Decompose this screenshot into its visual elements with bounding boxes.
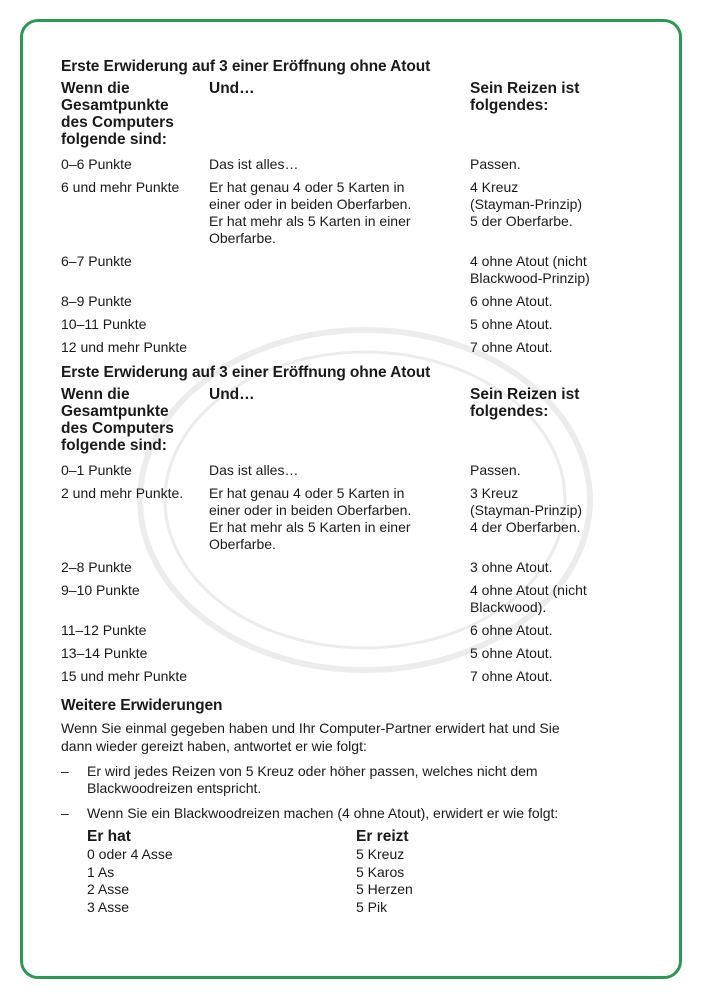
header-line: Wenn die bbox=[61, 386, 130, 403]
table-cell: 5 Pik bbox=[356, 898, 388, 915]
bid-cell bbox=[470, 668, 650, 685]
table-header: Er reizt bbox=[356, 828, 409, 845]
table-row bbox=[61, 156, 651, 173]
condition-line: Er hat mehr als 5 Karten in einer bbox=[209, 213, 411, 229]
section1-col2-header: Und… bbox=[209, 80, 255, 97]
table-row bbox=[61, 253, 651, 287]
bid-line: Blackwood-Prinzip) bbox=[470, 270, 590, 286]
points-cell: 0–1 Punkte bbox=[61, 462, 132, 478]
points-cell: 2–8 Punkte bbox=[61, 559, 132, 575]
bid-line: 7 ohne Atout. bbox=[470, 668, 553, 684]
bid-cell bbox=[470, 645, 650, 662]
points-cell: 10–11 Punkte bbox=[61, 316, 147, 332]
condition-cell bbox=[209, 156, 469, 173]
header-line: des Computers bbox=[61, 114, 174, 131]
dash-marker: – bbox=[61, 763, 69, 779]
intro-line: dann wieder gereizt haben, antwortet er wie folgt: bbox=[61, 738, 367, 754]
points-cell: 6–7 Punkte bbox=[61, 253, 132, 269]
bid-line: Passen. bbox=[470, 156, 521, 172]
table-row bbox=[61, 582, 651, 616]
condition-line: Oberfarbe. bbox=[209, 536, 276, 552]
bullet-item bbox=[61, 805, 651, 822]
condition-cell bbox=[209, 462, 469, 479]
bid-line: 3 Kreuz bbox=[470, 485, 519, 501]
intro-line: Wenn Sie einmal gegeben haben und Ihr Computer-Partner erwidert hat und Sie bbox=[61, 720, 560, 736]
table-row bbox=[61, 462, 651, 479]
bid-column bbox=[356, 828, 556, 916]
section2-col2-header: Und… bbox=[209, 386, 255, 403]
header-line: Sein Reizen ist bbox=[470, 386, 580, 403]
table-cell: 5 Herzen bbox=[356, 881, 413, 897]
bullet-line: Er wird jedes Reizen von 5 Kreuz oder höher passen, welches nicht dem bbox=[87, 763, 538, 779]
bid-cell bbox=[470, 339, 650, 356]
section1-title: Erste Erwiderung auf 3 einer Eröffnung ohne Atout bbox=[61, 58, 431, 75]
points-cell: 9–10 Punkte bbox=[61, 582, 140, 598]
table-cell: 5 Kreuz bbox=[356, 846, 405, 862]
table-row bbox=[61, 668, 651, 685]
table-cell: 3 Asse bbox=[87, 898, 130, 915]
dash-marker: – bbox=[61, 805, 69, 821]
table-row bbox=[61, 645, 651, 662]
table-row bbox=[61, 559, 651, 576]
section3-title: Weitere Erwiderungen bbox=[61, 697, 223, 714]
bid-line: 5 der Oberfarbe. bbox=[470, 213, 573, 229]
table-row bbox=[61, 622, 651, 639]
bullet-item bbox=[61, 763, 651, 797]
bid-cell bbox=[470, 293, 650, 310]
bid-line: Passen. bbox=[470, 462, 521, 478]
table-row bbox=[61, 179, 651, 247]
condition-line: Oberfarbe. bbox=[209, 230, 276, 246]
bid-line: 6 ohne Atout. bbox=[470, 622, 553, 638]
bid-line: (Stayman-Prinzip) bbox=[470, 196, 583, 212]
section2-column-headers bbox=[61, 386, 651, 462]
points-cell: 12 und mehr Punkte bbox=[61, 339, 188, 355]
condition-line: Er hat genau 4 oder 5 Karten in bbox=[209, 179, 405, 195]
header-line: Wenn die bbox=[61, 80, 130, 97]
points-cell: 8–9 Punkte bbox=[61, 293, 132, 309]
points-cell: 6 und mehr Punkte bbox=[61, 179, 180, 195]
bid-cell bbox=[470, 156, 650, 173]
section1-column-headers bbox=[61, 80, 651, 156]
bid-line: 4 der Oberfarben. bbox=[470, 519, 581, 535]
bid-cell bbox=[470, 253, 650, 287]
section2-rows bbox=[61, 462, 651, 685]
document-body bbox=[61, 58, 651, 924]
condition-line: Das ist alles… bbox=[209, 156, 299, 172]
points-cell: 11–12 Punkte bbox=[61, 622, 147, 638]
table-cell: 5 Karos bbox=[356, 863, 405, 880]
bid-line: 6 ohne Atout. bbox=[470, 293, 553, 309]
bid-cell bbox=[470, 559, 650, 576]
bid-cell bbox=[470, 179, 650, 230]
condition-line: Das ist alles… bbox=[209, 462, 299, 478]
bid-line: 3 ohne Atout. bbox=[470, 559, 553, 575]
bullet-line: Blackwoodreizen entspricht. bbox=[87, 780, 262, 796]
bid-cell bbox=[470, 582, 650, 616]
bid-line: 4 Kreuz bbox=[470, 179, 519, 195]
section3-intro bbox=[61, 719, 651, 755]
condition-line: einer oder in beiden Oberfarben. bbox=[209, 502, 412, 518]
bid-line: 4 ohne Atout (nicht bbox=[470, 582, 587, 598]
points-cell: 0–6 Punkte bbox=[61, 156, 132, 172]
bid-line: 7 ohne Atout. bbox=[470, 339, 553, 355]
header-line: des Computers bbox=[61, 420, 174, 437]
table-cell: 1 As bbox=[87, 863, 115, 880]
condition-cell bbox=[209, 485, 469, 553]
section2-title: Erste Erwiderung auf 3 einer Eröffnung ohne Atout bbox=[61, 364, 431, 381]
header-line: folgendes: bbox=[470, 97, 549, 114]
section1-rows bbox=[61, 156, 651, 356]
header-line: folgende sind: bbox=[61, 131, 167, 148]
bid-cell bbox=[470, 462, 650, 479]
table-row bbox=[61, 339, 651, 356]
section1-col3-header bbox=[470, 80, 650, 114]
points-cell: 13–14 Punkte bbox=[61, 645, 148, 661]
header-line: folgendes: bbox=[470, 403, 549, 420]
condition-line: Er hat mehr als 5 Karten in einer bbox=[209, 519, 411, 535]
table-cell: 2 Asse bbox=[87, 881, 130, 897]
bid-line: (Stayman-Prinzip) bbox=[470, 502, 583, 518]
header-line: Sein Reizen ist bbox=[470, 80, 580, 97]
table-cell: 0 oder 4 Asse bbox=[87, 846, 173, 862]
points-cell: 2 und mehr Punkte. bbox=[61, 485, 184, 501]
bid-cell bbox=[470, 485, 650, 536]
table-row bbox=[61, 316, 651, 333]
table-row bbox=[61, 293, 651, 310]
bid-cell bbox=[470, 316, 650, 333]
bid-line: Blackwood). bbox=[470, 599, 547, 615]
bid-cell bbox=[470, 622, 650, 639]
section2-col3-header bbox=[470, 386, 650, 420]
section1-col1-header bbox=[61, 80, 209, 148]
section2-col1-header bbox=[61, 386, 209, 454]
points-cell: 15 und mehr Punkte bbox=[61, 668, 188, 684]
header-line: Gesamtpunkte bbox=[61, 403, 169, 420]
header-line: Gesamtpunkte bbox=[61, 97, 169, 114]
condition-line: einer oder in beiden Oberfarben. bbox=[209, 196, 412, 212]
table-header: Er hat bbox=[87, 828, 131, 845]
table-row bbox=[61, 485, 651, 553]
header-line: folgende sind: bbox=[61, 437, 167, 454]
bid-line: 5 ohne Atout. bbox=[470, 316, 553, 332]
bid-line: 4 ohne Atout (nicht bbox=[470, 253, 587, 269]
bid-line: 5 ohne Atout. bbox=[470, 645, 553, 661]
ace-column bbox=[87, 828, 327, 916]
ace-response-table bbox=[61, 828, 651, 924]
condition-cell bbox=[209, 179, 469, 247]
condition-line: Er hat genau 4 oder 5 Karten in bbox=[209, 485, 405, 501]
bullet-line: Wenn Sie ein Blackwoodreizen machen (4 ohne Atout), erwidert er wie folgt: bbox=[87, 805, 559, 821]
